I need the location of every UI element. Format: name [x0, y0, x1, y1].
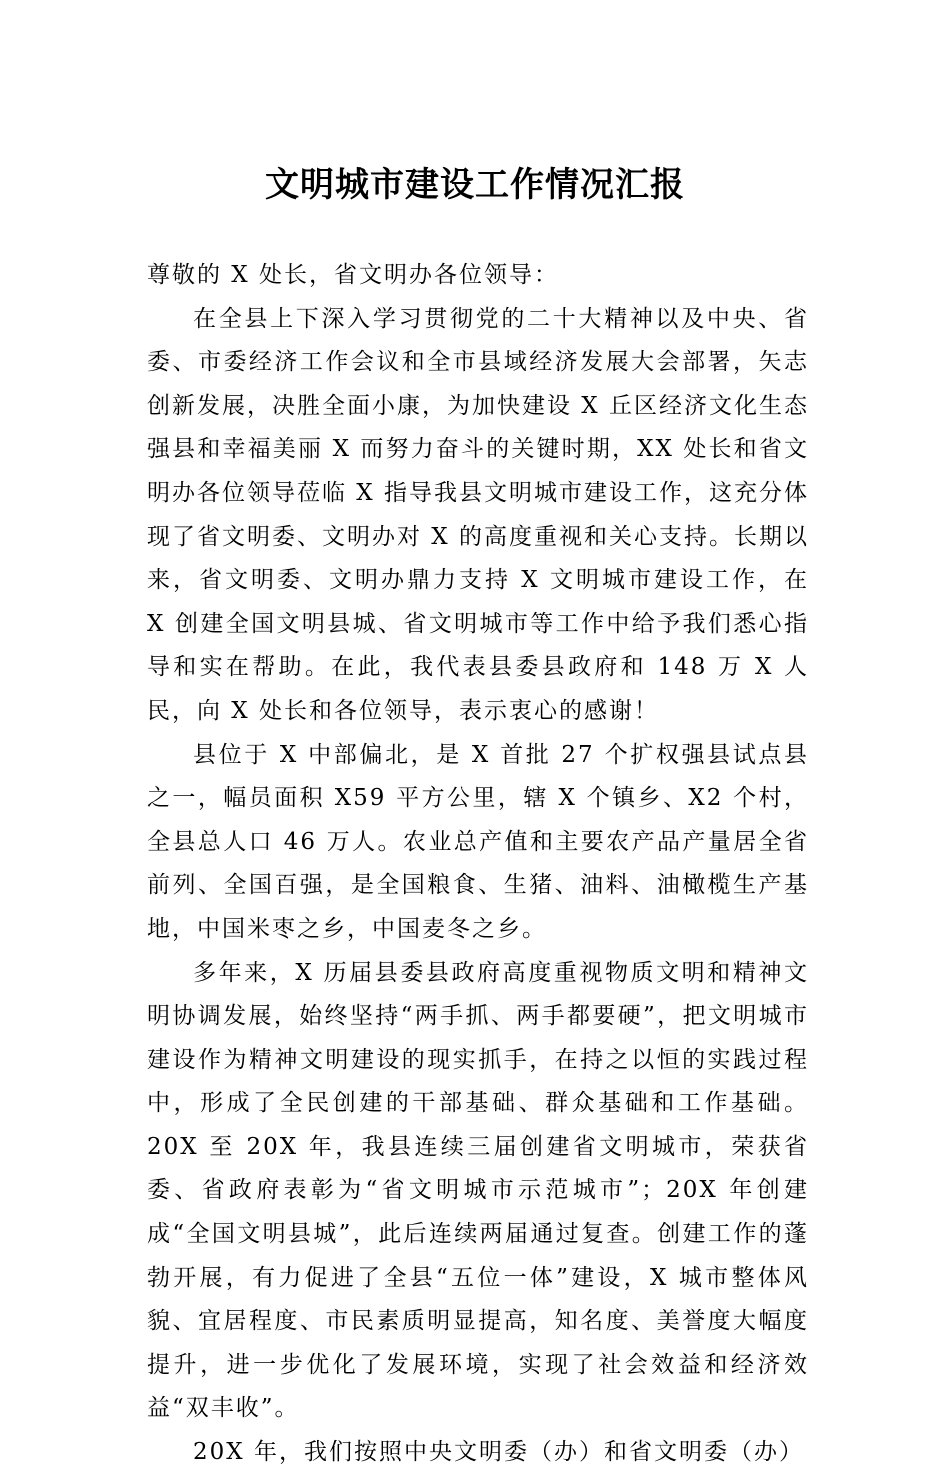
salutation: 尊敬的 X 处长，省文明办各位领导： [147, 262, 559, 288]
paragraph-current-year: 20X 年，我们按照中央文明委（办）和省文明委（办） [193, 1439, 804, 1466]
document-body [147, 254, 809, 1475]
paragraph-opening-thanks: 在全县上下深入学习贯彻党的二十大精神以及中央、省委、市委经济工作会议和全市县域经济发展大会部署，矢志创新发展，决胜全面小康，为加快建设 X 丘区经济文化生态强县和幸福美丽 X 而努力奋斗的关键时期，XX 处长和省文明办各位领导莅临 X 指导我县文明城市建设工作，这充分体现了省文明委、文明办对 X 的高度重视和关心支持。长期以来，省文明委、文明办鼎力支持 X 文明城市建设工作，在 X 创建全国文明县城、省文明城市等工作中给予我们悉心指导和实在帮助。在此，我代表县委县政府和 148 万 X 人民，向 X 处长和各位领导，表示衷心的感谢！ [147, 305, 809, 724]
paragraph-civilization-history: 多年来，X 历届县委县政府高度重视物质文明和精神文明协调发展，始终坚持“两手抓、两手都要硬”，把文明城市建设作为精神文明建设的现实抓手，在持之以恒的实践过程中，形成了全民创建的干部基础、群众基础和工作基础。20X 至 20X 年，我县连续三届创建省文明城市，荣获省委、省政府表彰为“省文明城市示范城市”；20X 年创建成“全国文明县城”，此后连续两届通过复查。创建工作的蓬勃开展，有力促进了全县“五位一体”建设，X 城市整体风貌、宜居程度、市民素质明显提高，知名度、美誉度大幅度提升，进一步优化了发展环境，实现了社会效益和经济效益“双丰收”。 [147, 959, 809, 1422]
document-title: 文明城市建设工作情况汇报 [265, 165, 685, 205]
paragraph-county-overview: 县位于 X 中部偏北，是 X 首批 27 个扩权强县试点县之一，幅员面积 X59 平方公里，辖 X 个镇乡、X2 个村，全县总人口 46 万人。农业总产值和主要农产品产量居全省前列、全国百强，是全国粮食、生猪、油料、油橄榄生产基地，中国米枣之乡，中国麦冬之乡。 [147, 741, 809, 942]
